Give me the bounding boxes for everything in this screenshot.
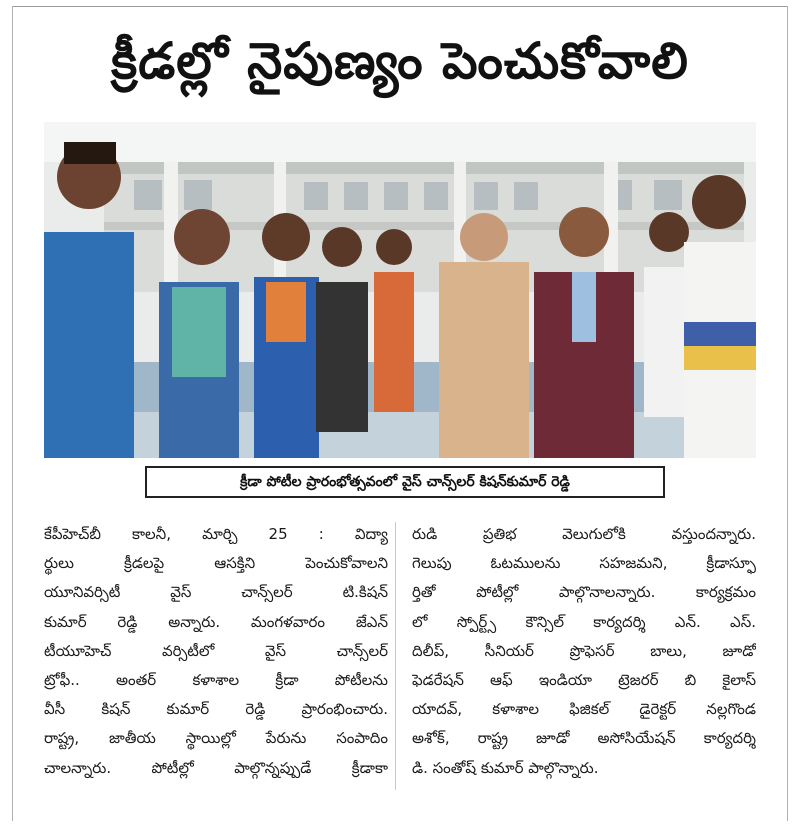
photo-illustration bbox=[44, 122, 756, 458]
body-line: చాలన్నారు. పోటీల్లో పాల్గొన్నప్పుడే క్రీడాకా bbox=[44, 758, 388, 777]
body-line: ట్రోఫీ.. అంతర్ కళాశాల క్రీడా పోటీలను bbox=[44, 670, 388, 689]
photo-caption: క్రీడా పోటీల ప్రారంభోత్సవంలో వైస్ చాన్స్‌లర్ కిషన్‌కుమార్ రెడ్డి bbox=[145, 466, 665, 498]
body-line: యూనివర్సిటీ వైస్ చాన్స్‌లర్ టి.కిషన్ bbox=[44, 583, 388, 602]
body-line: గెలుపు ఓటములను సహజమని, క్రీడాస్ఫూ bbox=[412, 554, 756, 573]
body-line: వీసీ కిషన్ కుమార్ రెడ్డి ప్రారంభించారు. bbox=[44, 700, 388, 719]
top-rule bbox=[12, 6, 788, 7]
article-column-left bbox=[44, 520, 388, 783]
headline: క్రీడల్లో నైపుణ్యం పెంచుకోవాలి bbox=[111, 32, 689, 90]
body-line: రాష్ట్ర, జాతీయ స్థాయిల్లో పేరును సంపాదిం bbox=[44, 729, 388, 748]
body-line: రుడి ప్రతిభ వెలుగులోకి వస్తుందన్నారు. bbox=[412, 525, 756, 543]
body-line: ర్తితో పోటీల్లో పాల్గొనాలన్నారు. కార్యక్రమం bbox=[412, 583, 756, 602]
body-line: డి. సంతోష్ కుమార్ పాల్గొన్నారు. bbox=[412, 758, 599, 777]
body-line: లో స్పోర్ట్స్ కౌన్సిల్ కార్యదర్శి ఎన్. ఎస్. bbox=[412, 612, 756, 631]
column-divider bbox=[395, 522, 396, 790]
body-line: ఫెడరేషన్ ఆఫ్ ఇండియా ట్రెజరర్ బి కైలాస్ bbox=[412, 670, 756, 689]
body-line: టీయూహెచ్ వర్సిటీలో వైస్ చాన్స్‌లర్ bbox=[44, 641, 388, 660]
body-line: కుమార్ రెడ్డి అన్నారు. మంగళవారం జేఎన్ bbox=[44, 612, 388, 631]
body-line: ర్థులు క్రీడలపై ఆసక్తిని పెంచుకోవాలని bbox=[44, 554, 388, 573]
left-rule bbox=[12, 6, 13, 821]
body-line: కేపీహెచ్‌బీ కాలనీ, మార్చి 25 : విద్యా bbox=[44, 525, 388, 543]
body-line: యాదవ్, కళాశాల ఫిజికల్ డైరెక్టర్ నల్లగొండ bbox=[412, 700, 756, 719]
body-line: దిలీప్, సీనియర్ ప్రొఫెసర్ బాలు, జూడో bbox=[412, 641, 756, 660]
news-photo bbox=[44, 122, 756, 458]
body-line: అశోక్, రాష్ట్ర జూడో అసోసియేషన్ కార్యదర్శి bbox=[412, 729, 756, 748]
right-rule bbox=[787, 6, 788, 821]
article-column-right bbox=[412, 520, 756, 783]
